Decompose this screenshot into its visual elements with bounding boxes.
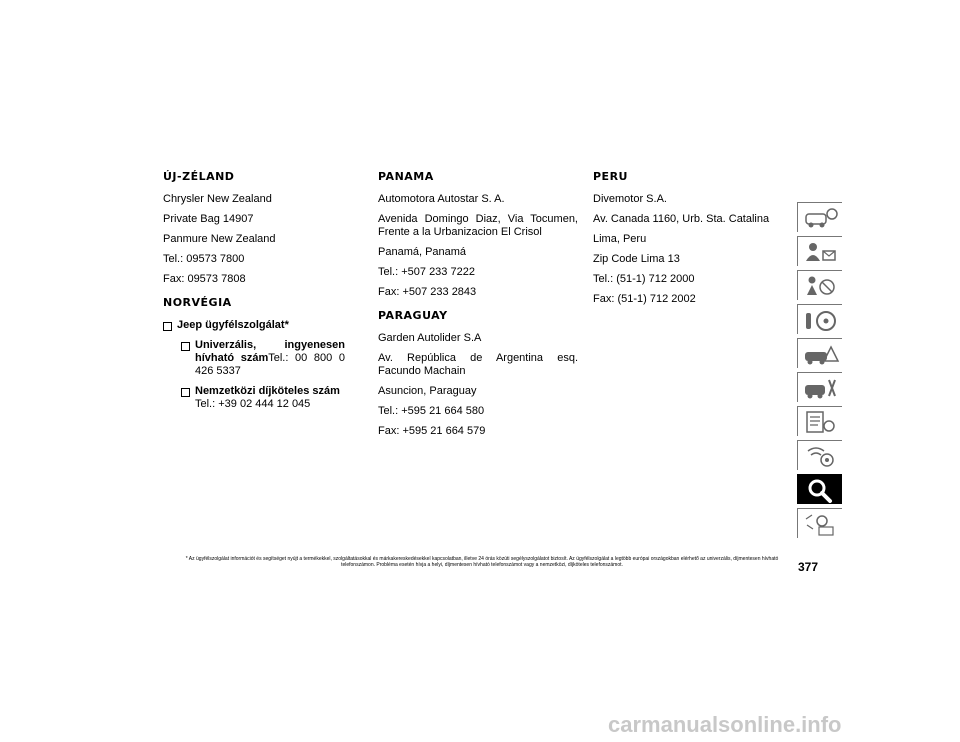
car-info-icon [802, 205, 840, 231]
search-icon [802, 477, 840, 503]
norway-service-item [163, 319, 363, 332]
person-message-icon [802, 239, 840, 265]
specifications-icon [802, 409, 840, 435]
panama-line: Avenida Domingo Diaz, Via Tocumen, Frente a la Urbanizacion El Crisol [378, 213, 578, 238]
tab-languages[interactable] [797, 508, 842, 538]
universal-number-tel: Tel.: 00 800 0 426 5337 [195, 352, 345, 377]
heading-norway: NORVÉGIA [163, 296, 232, 309]
intl-number-label: Nemzetközi díjköteles szám [195, 385, 340, 397]
nz-line: Fax: 09573 7808 [163, 273, 246, 285]
heading-panama: PANAMA [378, 170, 434, 183]
paraguay-line: Fax: +595 21 664 579 [378, 425, 486, 437]
bullet-square-icon [181, 388, 190, 397]
paraguay-line: Tel.: +595 21 664 580 [378, 405, 485, 417]
steering-wheel-icon [802, 307, 840, 333]
panama-line: Fax: +507 233 2843 [378, 286, 477, 298]
panama-line: Panamá, Panamá [378, 246, 467, 258]
peru-line: Divemotor S.A. [593, 193, 667, 205]
watermark: carmanualsonline.info [608, 712, 842, 737]
tab-car-service[interactable] [797, 372, 842, 402]
tab-specifications[interactable] [797, 406, 842, 436]
footnote: * Az ügyfélszolgálat információt és segítséget nyújt a termékekkel, szolgáltatásokkal és márkakereskedésekkel kapcsolatban, illetve 24 órás közúti segélyszolgálatot biztosít. Az ügyfélszolgálat a legtöbb európai országokban elérhető az univerzális, díjmentesen hívható telefonszámon. Probléma esetén hívja a helyi, díjmentesen hívható telefonszámot vagy a nemzetközi, díjköteles telefonszámot. [185, 556, 779, 568]
nz-line: Chrysler New Zealand [163, 193, 272, 205]
paraguay-line: Garden Autolider S.A [378, 332, 482, 344]
nz-line: Panmure New Zealand [163, 233, 276, 245]
column-peru [593, 170, 793, 313]
tab-car-warning[interactable] [797, 338, 842, 368]
heading-new-zealand: ÚJ-ZÉLAND [163, 170, 235, 183]
tab-search[interactable] [797, 474, 842, 504]
car-service-icon [802, 375, 840, 401]
tab-car-info[interactable] [797, 202, 842, 232]
norway-service-label: Jeep ügyfélszolgálat* [177, 319, 289, 331]
bullet-square-icon [163, 322, 172, 331]
norway-universal-item [181, 339, 363, 378]
page-number: 377 [798, 560, 819, 574]
peru-line: Fax: (51-1) 712 2002 [593, 293, 696, 305]
tab-steering[interactable] [797, 304, 842, 334]
tab-safety[interactable] [797, 270, 842, 300]
panama-line: Automotora Autostar S. A. [378, 193, 505, 205]
nz-line: Private Bag 14907 [163, 213, 254, 225]
universal-number-label: Univerzális, ingyenesen hívható szám [195, 339, 345, 364]
paraguay-line: Asuncion, Paraguay [378, 385, 477, 397]
panama-line: Tel.: +507 233 7222 [378, 266, 475, 278]
column-new-zealand-norway [163, 170, 363, 418]
tab-multimedia[interactable] [797, 440, 842, 470]
nz-line: Tel.: 09573 7800 [163, 253, 245, 265]
bullet-square-icon [181, 342, 190, 351]
multimedia-icon [802, 443, 840, 469]
column-panama-paraguay [378, 170, 578, 445]
peru-line: Zip Code Lima 13 [593, 253, 680, 265]
tab-person-message[interactable] [797, 236, 842, 266]
chapter-tabs [797, 202, 842, 542]
paraguay-line: Av. República de Argentina esq. Facundo Machain [378, 352, 578, 377]
car-warning-icon [802, 341, 840, 367]
peru-line: Av. Canada 1160, Urb. Sta. Catalina [593, 213, 770, 225]
intl-number-tel: Tel.: +39 02 444 12 045 [195, 398, 311, 410]
heading-paraguay: PARAGUAY [378, 309, 448, 322]
peru-line: Lima, Peru [593, 233, 647, 245]
peru-line: Tel.: (51-1) 712 2000 [593, 273, 695, 285]
heading-peru: PERU [593, 170, 628, 183]
languages-icon [802, 511, 840, 537]
safety-icon [802, 273, 840, 299]
norway-intl-item [181, 385, 363, 411]
